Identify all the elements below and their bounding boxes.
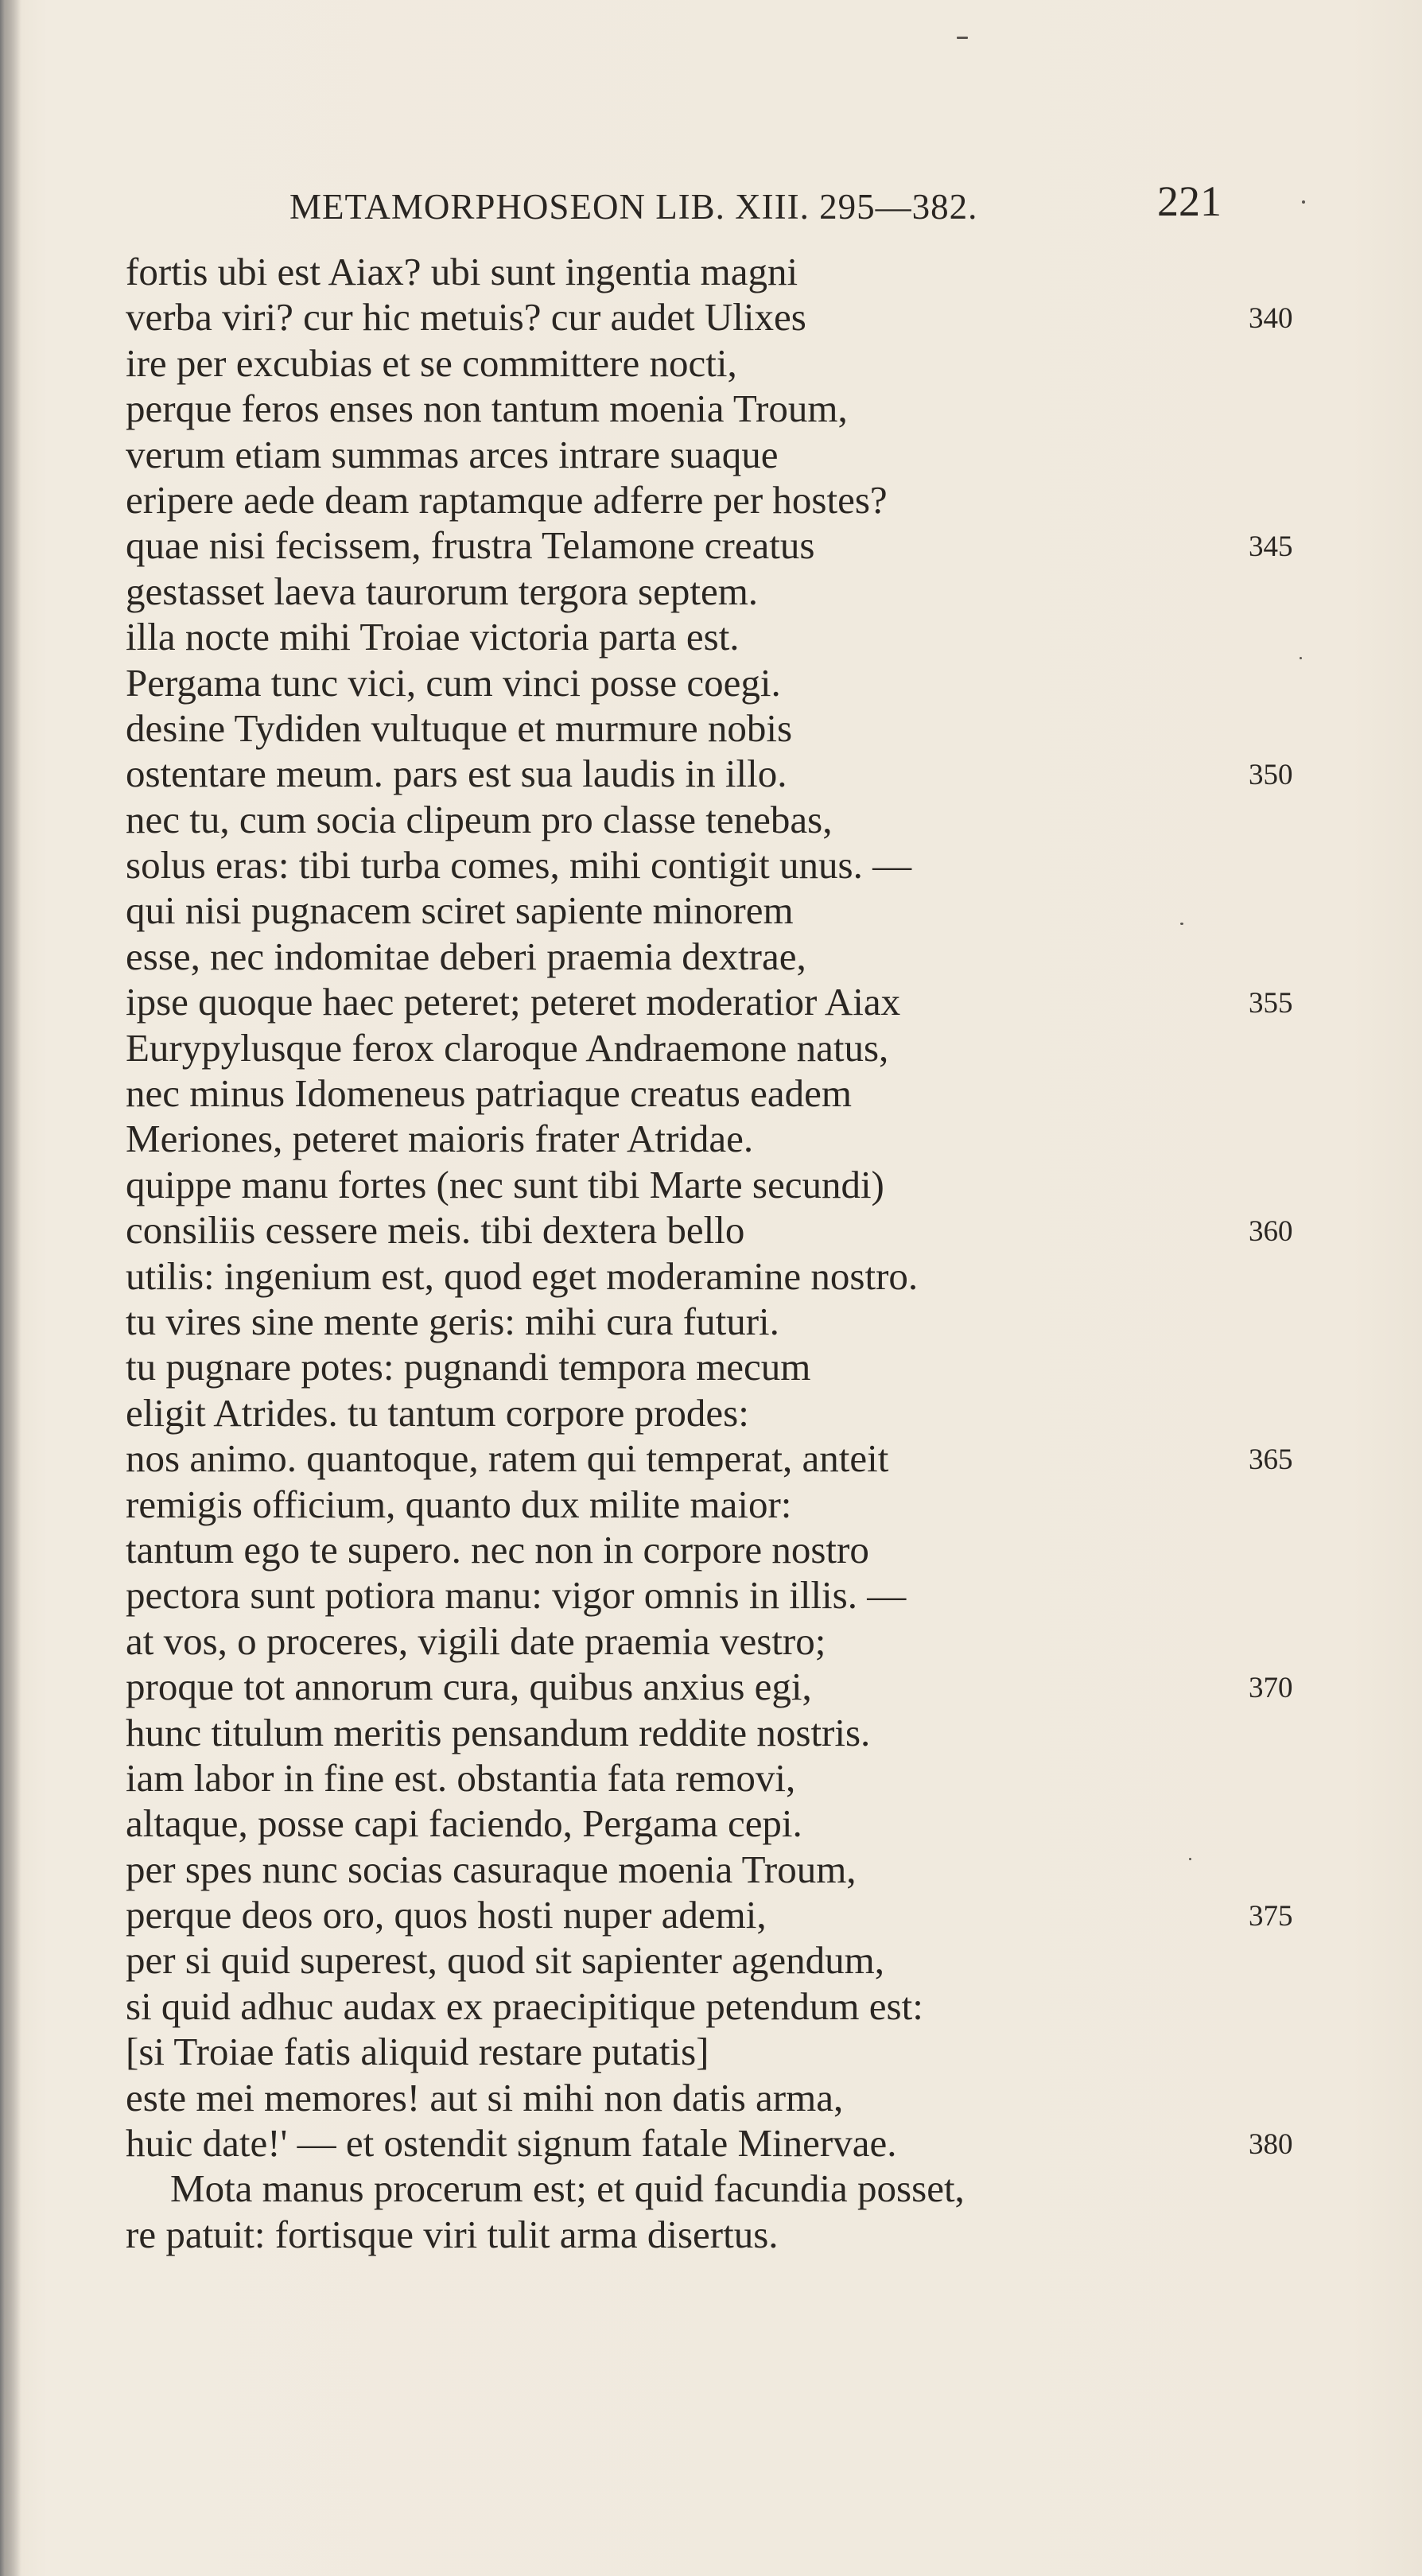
- verse-line-text: altaque, posse capi faciendo, Pergama cepi.: [126, 1801, 802, 1846]
- verse-line-text: verba viri? cur hic metuis? cur audet Ulixes: [126, 295, 806, 340]
- verse-line-text: tantum ego te supero. nec non in corpore nostro: [126, 1527, 869, 1572]
- verse-line-text: Mota manus procerum est; et quid facundia posset,: [170, 2166, 965, 2211]
- verse-line: [126, 751, 1319, 796]
- page-header: [0, 177, 1422, 232]
- verse-line: [126, 1162, 1319, 1207]
- verse-line-text: illa nocte mihi Troiae victoria parta est.: [126, 615, 740, 659]
- line-number: 375: [1249, 1900, 1293, 1933]
- verse-line: [126, 294, 1319, 340]
- verse-line-text: re patuit: fortisque viri tulit arma disertus.: [126, 2212, 779, 2256]
- verse-line-text: tu vires sine mente geris: mihi cura futuri.: [126, 1299, 779, 1343]
- verse-line-text: si quid adhuc audax ex praecipitique petendum est:: [126, 1983, 923, 2028]
- verse-line-text: at vos, o proceres, vigili date praemia vestro;: [126, 1618, 826, 1663]
- verse-line: [126, 340, 1319, 386]
- verse-line: [126, 1983, 1319, 2029]
- running-title: METAMORPHOSEON LIB. XIII. 295—382.: [289, 187, 978, 227]
- verse-line-text: verum etiam summas arces intrare suaque: [126, 432, 779, 476]
- verse-line-text: ostentare meum. pars est sua laudis in illo.: [126, 752, 787, 796]
- verse-line: [126, 1527, 1319, 1572]
- binding-gutter-shadow: [0, 0, 21, 2576]
- verse-line-text: iam labor in fine est. obstantia fata removi,: [126, 1755, 796, 1800]
- verse-line-text: desine Tydiden vultuque et murmure nobis: [126, 705, 793, 750]
- line-number: 340: [1249, 302, 1293, 336]
- verse-line: [126, 1482, 1319, 1527]
- verse-line: [126, 1390, 1319, 1436]
- verse-line: [126, 1436, 1319, 1481]
- verse-line-text: nos animo. quantoque, ratem qui temperat, anteit: [126, 1436, 889, 1481]
- verse-line-text: remigis officium, quanto dux milite maior:: [126, 1482, 792, 1526]
- verse-line-text: hunc titulum meritis pensandum reddite nostris.: [126, 1710, 871, 1754]
- verse-line: [126, 569, 1319, 614]
- verse-line: [126, 705, 1319, 751]
- verse-line: [126, 432, 1319, 477]
- line-number: 365: [1249, 1443, 1293, 1477]
- verse-line-text: utilis: ingenium est, quod eget moderamine nostro.: [126, 1253, 919, 1298]
- verse-line-text: ire per excubias et se committere nocti,: [126, 340, 737, 385]
- verse-line: [126, 2166, 1319, 2211]
- line-number: 355: [1249, 987, 1293, 1020]
- verse-line: [126, 1618, 1319, 1664]
- verse-line: [126, 1892, 1319, 1937]
- line-number: 345: [1249, 530, 1293, 564]
- verse-line: [126, 249, 1319, 294]
- verse-line-text: solus eras: tibi turba comes, mihi contigit unus. —: [126, 843, 912, 888]
- verse-line-text: pectora sunt potiora manu: vigor omnis in illis. —: [126, 1573, 907, 1618]
- verse-line-text: consiliis cessere meis. tibi dextera bello: [126, 1208, 745, 1253]
- verse-line: [126, 1344, 1319, 1389]
- verse-line-text: quippe manu fortes (nec sunt tibi Marte secundi): [126, 1162, 884, 1206]
- line-number: 360: [1249, 1215, 1293, 1249]
- verse-line-text: ipse quoque haec peteret; peteret moderatior Aiax: [126, 980, 901, 1024]
- verse-text-block: [126, 249, 1319, 2257]
- verse-line: [126, 2075, 1319, 2120]
- verse-line-text: [si Troiae fatis aliquid restare putatis]: [126, 2030, 709, 2074]
- verse-line-text: tu pugnare potes: pugnandi tempora mecum: [126, 1345, 811, 1389]
- verse-line-text: nec minus Idomeneus patriaque creatus eadem: [126, 1071, 852, 1116]
- verse-line: [126, 2120, 1319, 2166]
- verse-line-text: perque feros enses non tantum moenia Troum,: [126, 387, 848, 431]
- verse-line-text: per si quid superest, quod sit sapienter agendum,: [126, 1938, 884, 1983]
- verse-line: [126, 1755, 1319, 1801]
- verse-line-text: proque tot annorum cura, quibus anxius egi,: [126, 1665, 812, 1709]
- verse-line: [126, 1207, 1319, 1253]
- verse-line: [126, 2212, 1319, 2257]
- verse-line-text: Meriones, peteret maioris frater Atridae.: [126, 1117, 754, 1161]
- verse-line: [126, 614, 1319, 659]
- line-number: 370: [1249, 1672, 1293, 1705]
- verse-line: [126, 1572, 1319, 1618]
- verse-line: [126, 1801, 1319, 1846]
- verse-line-text: Pergama tunc vici, cum vinci posse coegi.: [126, 660, 781, 705]
- verse-line: [126, 1025, 1319, 1070]
- verse-line-text: este mei memores! aut si mihi non datis arma,: [126, 2075, 844, 2119]
- verse-line: [126, 1664, 1319, 1709]
- verse-line: [126, 1116, 1319, 1161]
- verse-line-text: quae nisi fecissem, frustra Telamone creatus: [126, 523, 815, 568]
- verse-line: [126, 797, 1319, 842]
- line-number: 380: [1249, 2128, 1293, 2162]
- verse-line: [126, 523, 1319, 568]
- verse-line: [126, 1253, 1319, 1299]
- verse-line-text: huic date!' — et ostendit signum fatale Minervae.: [126, 2121, 897, 2166]
- verse-line-text: eripere aede deam raptamque adferre per hostes?: [126, 477, 888, 522]
- verse-line-text: qui nisi pugnacem sciret sapiente minorem: [126, 888, 794, 933]
- verse-line-text: gestasset laeva taurorum tergora septem.: [126, 569, 759, 613]
- line-number: 350: [1249, 759, 1293, 792]
- verse-line: [126, 1070, 1319, 1116]
- verse-line-text: Eurypylusque ferox claroque Andraemone natus,: [126, 1025, 889, 1070]
- verse-line: [126, 842, 1319, 888]
- verse-line: [126, 888, 1319, 933]
- page-number: 221: [1157, 177, 1222, 225]
- verse-line: [126, 979, 1319, 1024]
- verse-line-text: esse, nec indomitae deberi praemia dextrae,: [126, 934, 806, 978]
- verse-line-text: eligit Atrides. tu tantum corpore prodes:: [126, 1390, 749, 1435]
- verse-line: [126, 2029, 1319, 2074]
- verse-line-text: per spes nunc socias casuraque moenia Troum,: [126, 1847, 857, 1891]
- verse-line: [126, 1299, 1319, 1344]
- verse-line-text: nec tu, cum socia clipeum pro classe tenebas,: [126, 797, 833, 841]
- verse-line: [126, 934, 1319, 979]
- verse-line: [126, 1710, 1319, 1755]
- verse-line: [126, 477, 1319, 523]
- verse-line: [126, 1937, 1319, 1983]
- verse-line: [126, 386, 1319, 431]
- verse-line: [126, 1847, 1319, 1892]
- verse-line-text: perque deos oro, quos hosti nuper ademi,: [126, 1893, 767, 1937]
- print-speck: [957, 37, 968, 39]
- verse-line-text: fortis ubi est Aiax? ubi sunt ingentia magni: [126, 250, 798, 293]
- verse-line: [126, 660, 1319, 705]
